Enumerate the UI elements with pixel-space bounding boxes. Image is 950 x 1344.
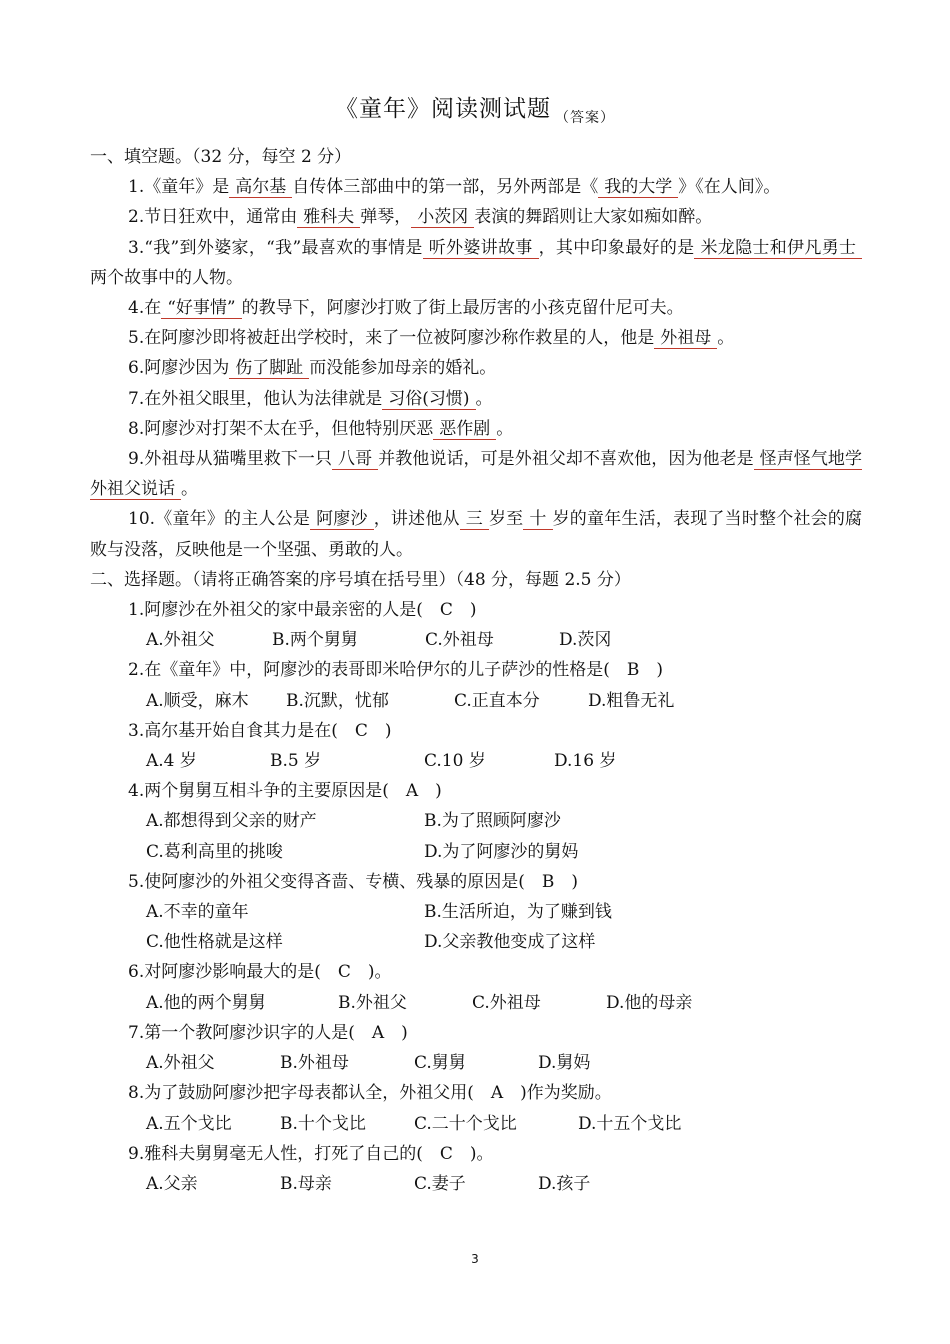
fill-question-9: 9.外祖母从猫嘴里救下一只 八哥 并教他说话，可是外祖父却不喜欢他，因为他老是 怪声怪气地学外祖父说话 。 — [90, 449, 862, 500]
option-c: C.他性格就是这样 — [146, 932, 283, 953]
option-a: A.父亲 — [146, 1173, 198, 1194]
choice-options-4b — [90, 837, 862, 867]
choice-options-8 — [90, 1109, 862, 1139]
answer-blank: 伤了脚趾 — [229, 358, 309, 379]
choice-question-9: 9.雅科夫舅舅毫无人性，打死了自己的( C )。 — [128, 1143, 494, 1164]
choice-question-1: 1.阿廖沙在外祖父的家中最亲密的人是( C ) — [128, 600, 477, 621]
fill-question-8: 8.阿廖沙对打架不太在乎，但他特别厌恶 恶作剧 。 — [128, 418, 514, 439]
choice-options-5b — [90, 927, 862, 957]
choice-question-8: 8.为了鼓励阿廖沙把字母表都认全，外祖父用( A )作为奖励。 — [128, 1083, 612, 1104]
title-subtitle: （答案） — [555, 110, 615, 126]
answer-blank: 八哥 — [332, 449, 378, 470]
option-d: D.他的母亲 — [606, 992, 693, 1013]
option-b: B.外祖父 — [338, 992, 407, 1013]
fill-question-1: 1.《童年》是 高尔基 自传体三部曲中的第一部，另外两部是《 我的大学 》《在人间》。 — [128, 177, 781, 198]
choice-options-6 — [90, 988, 862, 1018]
option-b: B.5 岁 — [270, 751, 322, 772]
choice-question-6: 6.对阿廖沙影响最大的是( C )。 — [128, 962, 392, 983]
option-a: A.外祖父 — [146, 630, 215, 651]
option-d: D.孩子 — [538, 1173, 591, 1194]
option-c: C.10 岁 — [424, 751, 486, 772]
answer-blank: 三 — [460, 509, 489, 530]
choice-options-5a — [90, 897, 862, 927]
option-d: D.为了阿廖沙的舅妈 — [424, 841, 579, 862]
answer-blank: “好事情” — [161, 298, 241, 319]
answer-blank: 高尔基 — [229, 177, 292, 198]
fill-question-5: 5.在阿廖沙即将被赶出学校时，来了一位被阿廖沙称作救星的人，他是 外祖母 。 — [128, 328, 735, 349]
option-a: A.顺受，麻木 — [146, 690, 249, 711]
option-c: C.外祖母 — [425, 630, 494, 651]
fill-question-4: 4.在 “好事情” 的教导下，阿廖沙打败了街上最厉害的小孩克留什尼可夫。 — [128, 298, 684, 319]
option-c: C.二十个戈比 — [414, 1113, 517, 1134]
option-c: C.舅舅 — [414, 1053, 466, 1074]
title-main: 《童年》阅读测试题 — [335, 96, 551, 122]
choice-options-9 — [90, 1169, 862, 1199]
option-d: D.茨冈 — [559, 630, 612, 651]
document-body — [90, 142, 862, 1199]
choice-options-1 — [90, 625, 862, 655]
option-a: A.不幸的童年 — [146, 902, 249, 923]
option-c: C.葛利高里的挑唆 — [146, 841, 283, 862]
option-b: B.为了照顾阿廖沙 — [424, 811, 561, 832]
choice-question-3: 3.高尔基开始自食其力是在( C ) — [128, 720, 392, 741]
answer-blank: 雅科夫 — [297, 207, 360, 228]
answer-blank: 阿廖沙 — [310, 509, 374, 530]
page-number: 3 — [471, 1252, 479, 1266]
option-c: C.外祖母 — [472, 992, 541, 1013]
choice-options-3 — [90, 746, 862, 776]
option-d: D.16 岁 — [554, 751, 617, 772]
fill-question-10: 10.《童年》的主人公是 阿廖沙 ，讲述他从 三 岁至 十 岁的童年生活，表现了当时整个社会的腐败与没落，反映他是一个坚强、勇敢的人。 — [90, 509, 863, 560]
fill-question-7: 7.在外祖父眼里，他认为法律就是 习俗(习惯) 。 — [128, 388, 493, 409]
option-c: C.正直本分 — [454, 690, 540, 711]
option-a: A.4 岁 — [146, 751, 197, 772]
fill-question-3: 3.“我”到外婆家，“我”最喜欢的事情是 听外婆讲故事 ，其中印象最好的是 米龙隐士和伊凡勇士两个故事中的人物。 — [90, 233, 862, 293]
option-d: D.粗鲁无礼 — [588, 690, 675, 711]
option-c: C.妻子 — [414, 1173, 466, 1194]
option-b: B.十个戈比 — [280, 1113, 366, 1134]
fill-question-6: 6.阿廖沙因为 伤了脚趾 而没能参加母亲的婚礼。 — [128, 358, 497, 379]
answer-blank: 听外婆讲故事 — [423, 238, 539, 259]
answer-blank: 十 — [523, 509, 552, 530]
choice-question-2: 2.在《童年》中，阿廖沙的表哥即米哈伊尔的儿子萨沙的性格是( B ) — [128, 660, 663, 681]
answer-blank: 外祖母 — [654, 328, 717, 349]
option-d: D.十五个戈比 — [578, 1113, 682, 1134]
option-a: A.都想得到父亲的财产 — [146, 811, 317, 832]
option-b: B.两个舅舅 — [272, 630, 358, 651]
fill-question-2: 2.节日狂欢中，通常由 雅科夫 弹琴， 小茨冈 表演的舞蹈则让大家如痴如醉。 — [128, 207, 713, 228]
option-d: D.舅妈 — [538, 1053, 591, 1074]
option-b: B.母亲 — [280, 1173, 332, 1194]
answer-blank: 怪声怪气地学外祖父说话 — [90, 449, 862, 500]
answer-blank: 米龙隐士和伊凡勇士 — [694, 238, 862, 259]
choice-question-5: 5.使阿廖沙的外祖父变得吝啬、专横、残暴的原因是( B ) — [128, 871, 578, 892]
section2-heading: 二、选择题。（请将正确答案的序号填在括号里）（48 分，每题 2.5 分） — [90, 569, 631, 590]
option-b: B.生活所迫，为了赚到钱 — [424, 902, 612, 923]
option-a: A.五个戈比 — [146, 1113, 232, 1134]
option-d: D.父亲教他变成了这样 — [424, 932, 596, 953]
choice-options-7 — [90, 1048, 862, 1078]
choice-options-4a — [90, 806, 862, 836]
section1-heading: 一、填空题。（32 分，每空 2 分） — [90, 147, 352, 167]
answer-blank: 我的大学 — [598, 177, 678, 198]
choice-question-7: 7.第一个教阿廖沙识字的人是( A ) — [128, 1022, 408, 1043]
option-b: B.沉默，忧郁 — [286, 690, 389, 711]
answer-blank: 恶作剧 — [433, 419, 496, 440]
option-a: A.他的两个舅舅 — [146, 992, 266, 1013]
answer-blank: 习俗(习惯) — [382, 389, 475, 410]
choice-question-4: 4.两个舅舅互相斗争的主要原因是( A ) — [128, 781, 442, 802]
page-title — [0, 90, 950, 127]
option-b: B.外祖母 — [280, 1053, 349, 1074]
answer-blank: 小茨冈 — [411, 207, 474, 228]
option-a: A.外祖父 — [146, 1053, 215, 1074]
choice-options-2 — [90, 686, 862, 716]
